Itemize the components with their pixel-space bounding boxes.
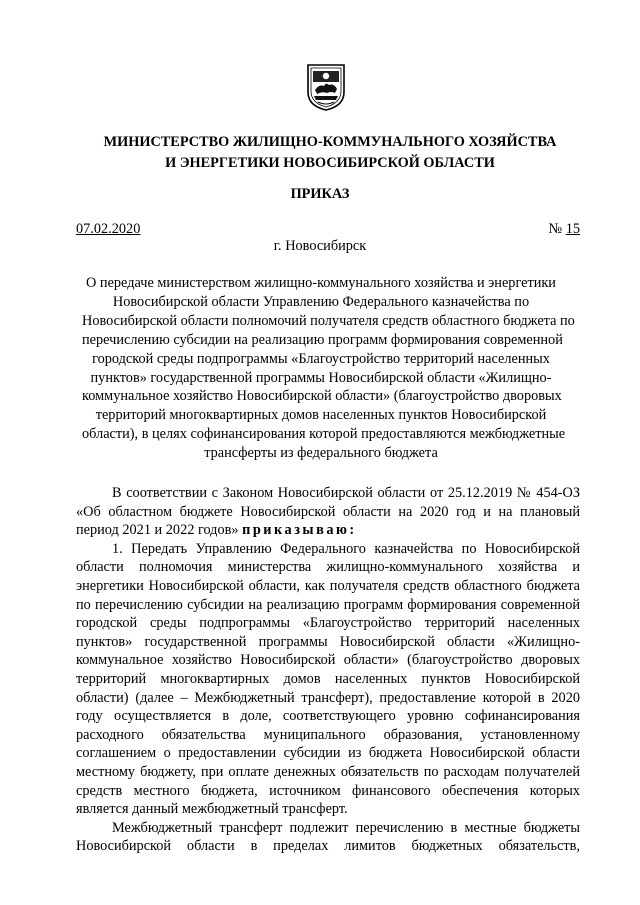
subject-line: перечислению субсидии на реализацию программ формирования современной [82, 331, 563, 348]
body-line: году осуществляется в доле, соответствующего уровню софинансирования [76, 708, 580, 725]
order-number [548, 220, 580, 238]
body-line: пунктов» государственной программы Новосибирской области «Жилищно- [76, 633, 580, 650]
body-line: является данный межбюджетный трансферт. [76, 801, 348, 818]
body-line: Межбюджетный трансферт подлежит перечислению в местные бюджеты [112, 819, 580, 836]
subject-line: городской среды подпрограммы «Благоустройство территорий населенных [92, 350, 550, 367]
body-line: городской среды подпрограммы «Благоустройство территорий населенных [76, 615, 580, 632]
subject-line: области), в целях софинансирования которой предоставляются межбюджетные [82, 426, 566, 443]
body-line: по перечислению субсидии на реализацию программ формирования современной [76, 596, 580, 613]
body-line: территорий многоквартирных домов населенных пунктов Новосибирской [76, 670, 580, 687]
subject-line: пунктов» государственной программы Новосибирской области «Жилищно- [90, 369, 552, 386]
subject-line: Новосибирской области Управлению Федерального казначейства по [112, 293, 530, 310]
order-body [76, 484, 580, 856]
novosibirsk-coat-of-arms-icon [305, 62, 347, 112]
order-subject [82, 274, 575, 463]
body-line-order-word [76, 521, 580, 540]
body-line: средств местного бюджета, источником финансового обеспечения которых [76, 782, 580, 799]
ministry-line-1: МИНИСТЕРСТВО ЖИЛИЩНО-КОММУНАЛЬНОГО ХОЗЯЙСТВА [103, 134, 557, 150]
body-line: соглашением о предоставлении субсидии из бюджета Новосибирской области [76, 745, 580, 762]
body-text: период 2021 и 2022 годов» [76, 522, 243, 539]
order-title: ПРИКАЗ [290, 186, 350, 202]
body-line: области полномочия министерства жилищно-коммунального хозяйства и [76, 559, 580, 576]
body-line: расходного обязательства муниципального образования, установленному [76, 726, 580, 743]
subject-line: О передаче министерством жилищно-коммунального хозяйства и энергетики [86, 275, 556, 291]
order-verb: приказываю: [242, 522, 357, 539]
order-number-value: 15 [565, 221, 580, 237]
city: г. Новосибирск [273, 238, 367, 254]
order-date: 07.02.2020 [76, 221, 141, 237]
body-line: энергетики Новосибирской области, как получателя средств областного бюджета [76, 577, 580, 594]
body-line: 1. Передать Управлению Федерального казначейства по Новосибирской [112, 540, 580, 557]
subject-line: территорий многоквартирных домов населенных пунктов Новосибирской [95, 407, 547, 424]
body-line: Новосибирской области в пределах лимитов бюджетных обязательств, [76, 838, 580, 855]
body-line: области) (далее – Межбюджетный трансферт), предоставление которой в 2020 [76, 689, 580, 706]
body-line: В соответствии с Законом Новосибирской области от 25.12.2019 № 454-ОЗ [112, 485, 580, 501]
ministry-line-2: И ЭНЕРГЕТИКИ НОВОСИБИРСКОЙ ОБЛАСТИ [165, 155, 495, 171]
subject-line: трансферты из федерального бюджета [204, 445, 438, 462]
body-line: местному бюджету, при оплате денежных обязательств по расходам получателей [76, 763, 580, 780]
subject-line: Новосибирской области полномочий получателя средств областного бюджета по [82, 312, 575, 329]
body-line: «Об областном бюджете Новосибирской области на 2020 год и на плановый [76, 503, 580, 520]
order-number-prefix: № [548, 221, 566, 237]
ministry-name [60, 132, 600, 174]
subject-line: коммунальное хозяйство Новосибирской области» (благоустройство дворовых [82, 388, 562, 405]
body-line: коммунальное хозяйство Новосибирской области» (благоустройство дворовых [76, 652, 580, 669]
